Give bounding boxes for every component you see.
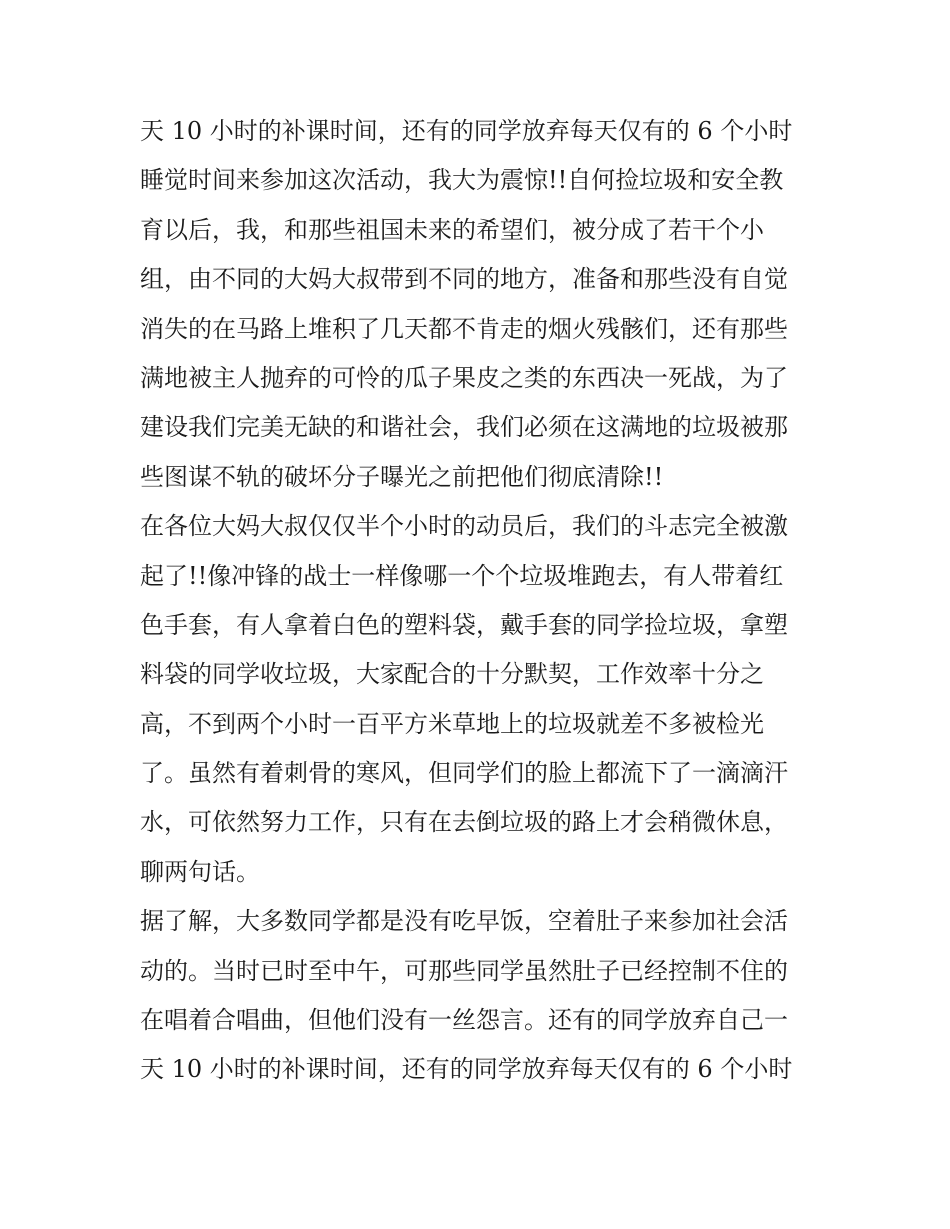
text-line: 些图谋不轨的破坏分子曝光之前把他们彻底清除!! <box>140 462 664 491</box>
text-line: 天 10 小时的补课时间，还有的同学放弃每天仅有的 6 个小时 <box>140 1055 793 1084</box>
text-line: 在唱着合唱曲，但他们没有一丝怨言。还有的同学放弃自己一 <box>140 1006 788 1035</box>
text-line: 育以后，我，和那些祖国未来的希望们，被分成了若干个小 <box>140 215 764 244</box>
text-line: 了。虽然有着刺骨的寒风，但同学们的脸上都流下了一滴滴汗 <box>140 759 788 788</box>
text-line: 组，由不同的大妈大叔带到不同的地方，准备和那些没有自觉 <box>140 265 788 294</box>
text-line: 建设我们完美无缺的和谐社会，我们必须在这满地的垃圾被那 <box>140 413 788 442</box>
text-line: 动的。当时已时至中午，可那些同学虽然肚子已经控制不住的 <box>140 956 788 985</box>
text-line: 睡觉时间来参加这次活动，我大为震惊!!自何捡垃圾和安全教 <box>140 166 784 195</box>
text-line: 起了!!像冲锋的战士一样像哪一个个垃圾堆跑去，有人带着红 <box>140 561 784 590</box>
document-body <box>140 107 830 1095</box>
text-line: 在各位大妈大叔仅仅半个小时的动员后，我们的斗志完全被激 <box>140 512 788 541</box>
text-line: 色手套，有人拿着白色的塑料袋，戴手套的同学捡垃圾，拿塑 <box>140 610 788 639</box>
text-line: 天 10 小时的补课时间，还有的同学放弃每天仅有的 6 个小时 <box>140 117 793 145</box>
text-line: 消失的在马路上堆积了几天都不肯走的烟火残骸们，还有那些 <box>140 314 788 343</box>
text-line: 满地被主人抛弃的可怜的瓜子果皮之类的东西决一死战，为了 <box>140 363 788 392</box>
text-line: 据了解，大多数同学都是没有吃早饭，空着肚子来参加社会活 <box>140 907 788 936</box>
text-line: 料袋的同学收垃圾，大家配合的十分默契，工作效率十分之 <box>140 660 764 689</box>
text-line: 水，可依然努力工作，只有在去倒垃圾的路上才会稍微休息， <box>140 808 788 837</box>
text-line: 聊两句话。 <box>140 857 260 886</box>
text-line: 高，不到两个小时一百平方米草地上的垃圾就差不多被检光 <box>140 709 764 738</box>
